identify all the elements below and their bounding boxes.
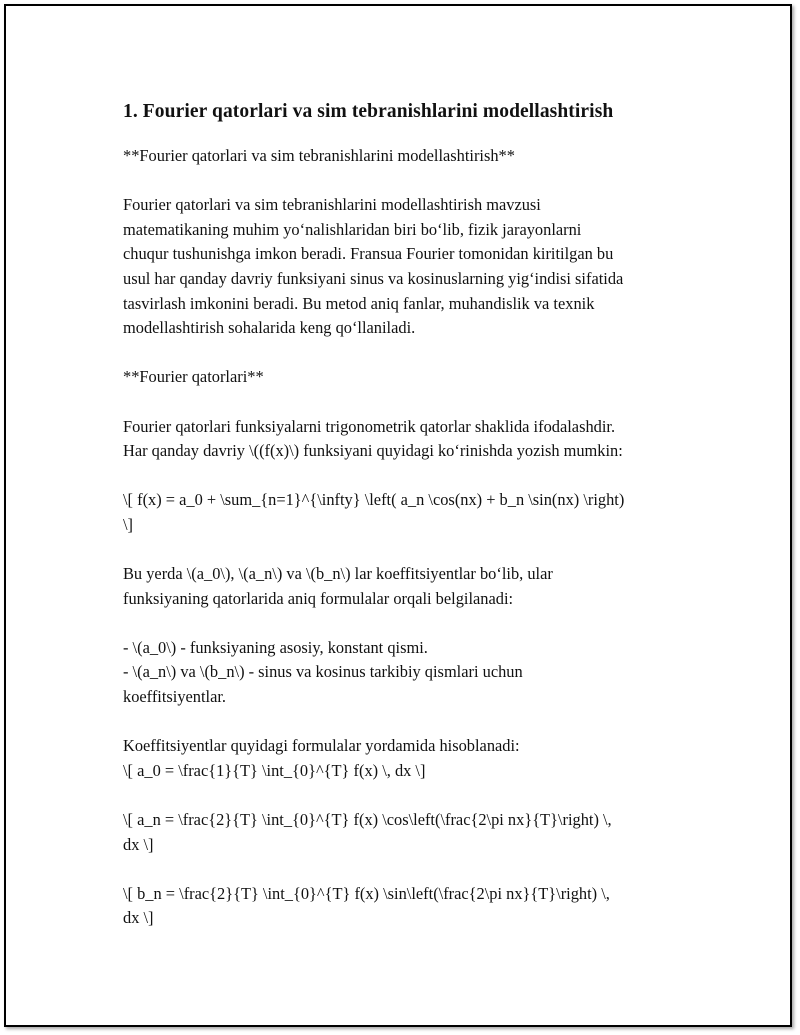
- paragraph-spacer: [123, 611, 693, 636]
- paragraph-spacer: [123, 783, 693, 808]
- paragraph-spacer: [123, 464, 693, 489]
- paragraph-spacer: [123, 169, 693, 194]
- bn-formula: \[ b_n = \frac{2}{T} \int_{0}^{T} f(x) \sin\left(\frac{2\pi nx}{T}\right) \, dx \]: [123, 883, 610, 928]
- page-frame: [4, 4, 792, 1027]
- series-formula: \[ f(x) = a_0 + \sum_{n=1}^{\infty} \left( a_n \cos(nx) + b_n \sin(nx) \right) \]: [123, 490, 625, 534]
- document-body: [123, 99, 693, 931]
- document-title: 1. Fourier qatorlari va sim tebranishlarini modellashtirish: [123, 101, 614, 122]
- bold-heading-paragraph: **Fourier qatorlari va sim tebranishlarini modellashtirish**: [123, 146, 515, 165]
- definition-paragraph: Fourier qatorlari funksiyalarni trigonometrik qatorlar shaklida ifodalashdir. Har qanday davriy \((f(x)\) funksiyani quyidagi ko‘rinishda yozish mumkin:: [123, 416, 623, 461]
- a0-formula-paragraph: Koeffitsiyentlar quyidagi formulalar yordamida hisoblanadi: \[ a_0 = \frac{1}{T} \int_{0}^{T} f(x) \, dx \]: [123, 736, 520, 780]
- paragraph-spacer: [123, 710, 693, 735]
- paragraph-spacer: [123, 538, 693, 563]
- coefficients-paragraph: Bu yerda \(a_0\), \(a_n\) va \(b_n\) lar koeffitsiyentlar bo‘lib, ular funksiyaning qatorlarida aniq formulalar orqali belgilanadi:: [123, 564, 553, 608]
- paragraph-spacer: [123, 341, 693, 366]
- coefficients-list: - \(a_0\) - funksiyaning asosiy, konstant qismi. - \(a_n\) va \(b_n\) - sinus va kosinus tarkibiy qismlari uchun koeffitsiyentlar.: [123, 637, 523, 707]
- an-formula: \[ a_n = \frac{2}{T} \int_{0}^{T} f(x) \cos\left(\frac{2\pi nx}{T}\right) \, dx \]: [123, 810, 612, 854]
- paragraph-spacer: [123, 857, 693, 882]
- intro-paragraph: Fourier qatorlari va sim tebranishlarini modellashtirish mavzusi matematikaning muhim yo‘nalishlaridan biri bo‘lib, fizik jarayonlarni chuqur tushunishga imkon beradi. Fransua Fourier tomonidan kiritilgan bu usul har qanday davriy funksiyani sinus va kosinuslarning yig‘indisi sifatida tasvirlash imkonini beradi. Bu metod aniq fanlar, muhandislik va texnik modellashtirish sohalarida keng qo‘llaniladi.: [123, 195, 624, 338]
- section-heading-paragraph: **Fourier qatorlari**: [123, 367, 264, 387]
- paragraph-spacer: [123, 390, 693, 415]
